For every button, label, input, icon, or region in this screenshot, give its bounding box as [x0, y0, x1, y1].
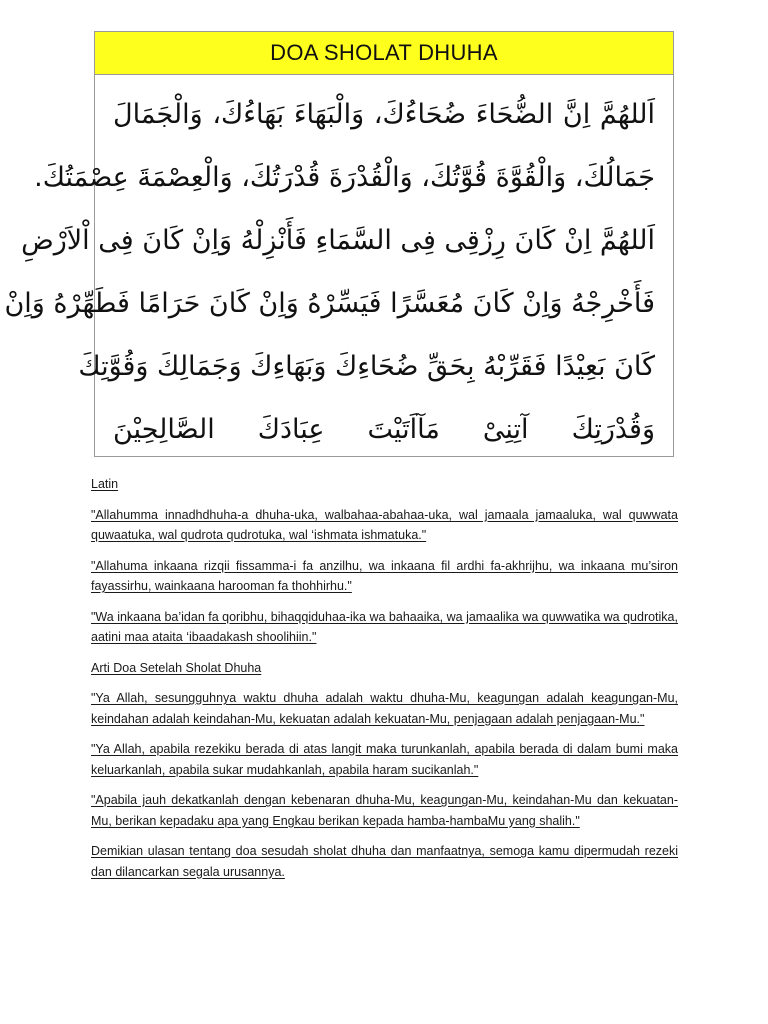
arabic-prayer-text [4, 75, 673, 461]
arabic-line: جَمَالُكَ، وَالْقُوَّةَ قُوَّتُكَ، وَالْقُدْرَةَ قُدْرَتُكَ، وَالْعِصْمَةَ عِصْمَتُكَ. [34, 162, 655, 193]
arti-heading: Arti Doa Setelah Sholat Dhuha [91, 660, 262, 675]
arabic-line: اَللهُمَّ اِنَّ الضُّحَاءَ ضُحَاءُكَ، وَالْبَهَاءَ بَهَاءُكَ، وَالْجَمَالَ [113, 99, 655, 130]
doa-image-box [4, 31, 674, 457]
arabic-line: فَأَخْرِجْهُ وَاِنْ كَانَ مُعَسَّرًا فَيَسِّرْهُ وَاِنْ كَانَ حَرَامًا فَطَهِّرْهُ وَاِنْ [4, 288, 655, 319]
arabic-line: كَانَ بَعِيْدًا فَقَرِّبْهُ بِحَقِّ ضُحَاءِكَ وَبَهَاءِكَ وَجَمَالِكَ وَقُوَّتِكَ [78, 351, 655, 382]
doa-title: DOA SHOLAT DHUHA [95, 32, 673, 75]
arti-paragraph: "Ya Allah, apabila rezekiku berada di atas langit maka turunkanlah, apabila berada di dalam bumi maka keluarkanlah, apabila sukar mudahkanlah, apabila haram sucikanlah." [91, 742, 678, 777]
arabic-line: وَقُدْرَتِكَ آتِنِىْ مَآاَتَيْتَ عِبَادَكَ الصَّالِحِيْنَ [113, 414, 655, 445]
latin-paragraph: "Allahuma inkaana rizqii fissamma-i fa anzilhu, wa inkaana fil ardhi fa-akhrijhu, wa inkaana mu’siron fayassirhu, wainkaana harooman fa thohhirhu." [91, 558, 678, 593]
arti-paragraph: "Ya Allah, sesungguhnya waktu dhuha adalah waktu dhuha-Mu, keagungan adalah keagungan-Mu, keindahan adalah keindahan-Mu, kekuatan adalah kekuatan-Mu, penjagaan adalah penjagaan-Mu." [91, 691, 678, 726]
document-body [91, 474, 678, 892]
closing-paragraph: Demikian ulasan tentang doa sesudah sholat dhuha dan manfaatnya, semoga kamu dipermudah rezeki dan dilancarkan segala urusannya. [91, 844, 678, 879]
arti-paragraph: "Apabila jauh dekatkanlah dengan kebenaran dhuha-Mu, keagungan-Mu, keindahan-Mu dan kekuatan-Mu, berikan kepadaku apa yang Engkau berikan kepada hamba-hambaMu yang shalih." [91, 793, 678, 828]
latin-paragraph: "Wa inkaana ba’idan fa qoribhu, bihaqqiduhaa-ika wa bahaaika, wa jamaalika wa quwwatika wa qudrotika, aatini maa ataita ‘ibaadakash shoolihiin." [91, 609, 678, 644]
arabic-line: اَللهُمَّ اِنْ كَانَ رِزْقِى فِى السَّمَاءِ فَأَنْزِلْهُ وَاِنْ كَانَ فِى اْلاَرْضِ [21, 225, 655, 256]
latin-paragraph: "Allahumma innadhdhuha-a dhuha-uka, walbahaa-abahaa-uka, wal jamaala jamaaluka, wal quwwata quwaatuka, wal qudrota qudrotuka, wal ‘ishmata ishmatuka." [91, 507, 678, 542]
latin-heading: Latin [91, 477, 119, 491]
